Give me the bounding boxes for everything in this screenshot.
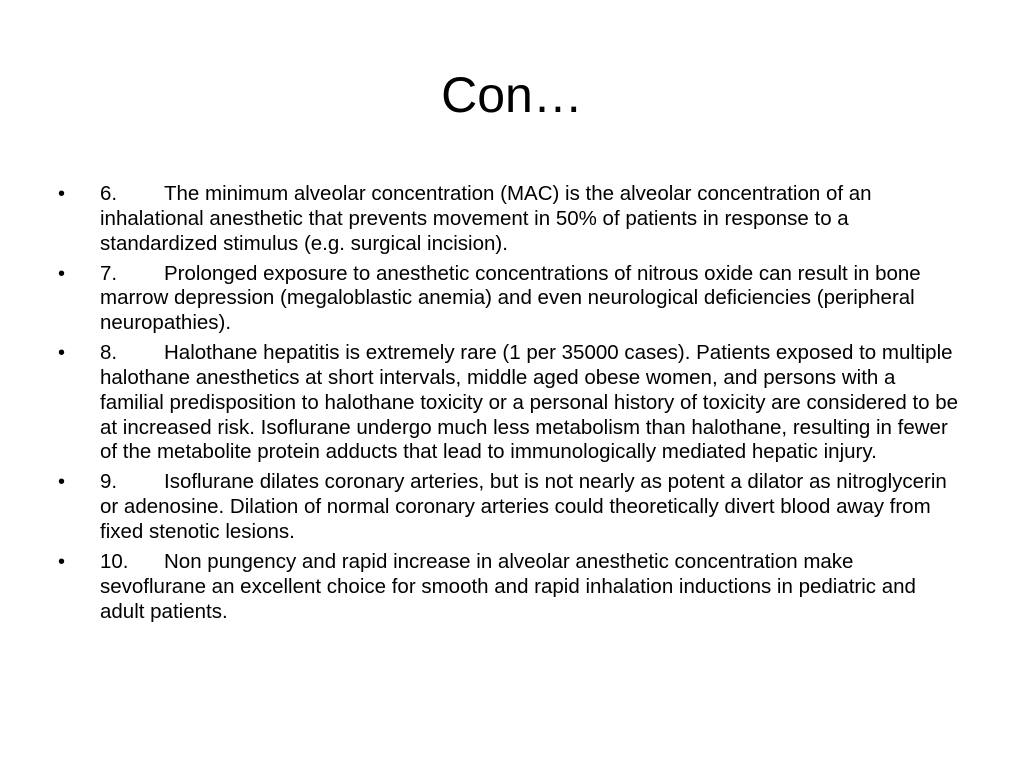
item-number: 9. bbox=[100, 470, 118, 494]
bullet-dot-icon: • bbox=[58, 262, 66, 285]
bullet-item-9 bbox=[58, 470, 963, 544]
item-number: 8. bbox=[100, 341, 118, 365]
item-text: Isoflurane dilates coronary arteries, but is not nearly as potent a dilator as nitroglycerin or adenosine. Dilation of normal coronary arteries could theoretically divert blood away from fixed stenotic lesions. bbox=[100, 470, 947, 543]
bullet-dot-icon: • bbox=[58, 471, 66, 494]
item-text: The minimum alveolar concentration (MAC) is the alveolar concentration of an inhalational anesthetic that prevents movement in 50% of patients in response to a standardized stimulus (e.g. surgical incision). bbox=[100, 182, 872, 255]
bullet-list bbox=[58, 182, 963, 629]
bullet-dot-icon: • bbox=[58, 550, 66, 573]
item-text: Prolonged exposure to anesthetic concentrations of nitrous oxide can result in bone marrow depression (megaloblastic anemia) and even neurological deficiencies (peripheral neuropathies). bbox=[100, 261, 921, 335]
item-number: 6. bbox=[100, 182, 118, 205]
bullet-dot-icon: • bbox=[58, 183, 66, 205]
item-text: Non pungency and rapid increase in alveolar anesthetic concentration make sevoflurane an excellent choice for smooth and rapid inhalation inductions in pediatric and adult patients. bbox=[100, 549, 916, 623]
item-text: Halothane hepatitis is extremely rare (1 per 35000 cases). Patients exposed to multiple halothane anesthetics at short intervals, middle aged obese women, and persons with a familial predisposition to halothane toxicity or a personal history of toxicity are considered to be at increased risk. Isoflurane undergo much less metabolism than halothane, resulting in fewer of the metabolite protein adducts that lead to immunologically mediated hepatic injury. bbox=[100, 341, 959, 464]
item-number: 10. bbox=[100, 549, 129, 573]
bullet-dot-icon: • bbox=[58, 342, 66, 365]
bullet-item-8 bbox=[58, 341, 963, 465]
item-number: 7. bbox=[100, 261, 118, 285]
slide-title: Con… bbox=[441, 67, 583, 123]
bullet-item-6 bbox=[58, 182, 963, 256]
bullet-item-7 bbox=[58, 262, 963, 336]
bullet-item-10 bbox=[58, 550, 963, 624]
